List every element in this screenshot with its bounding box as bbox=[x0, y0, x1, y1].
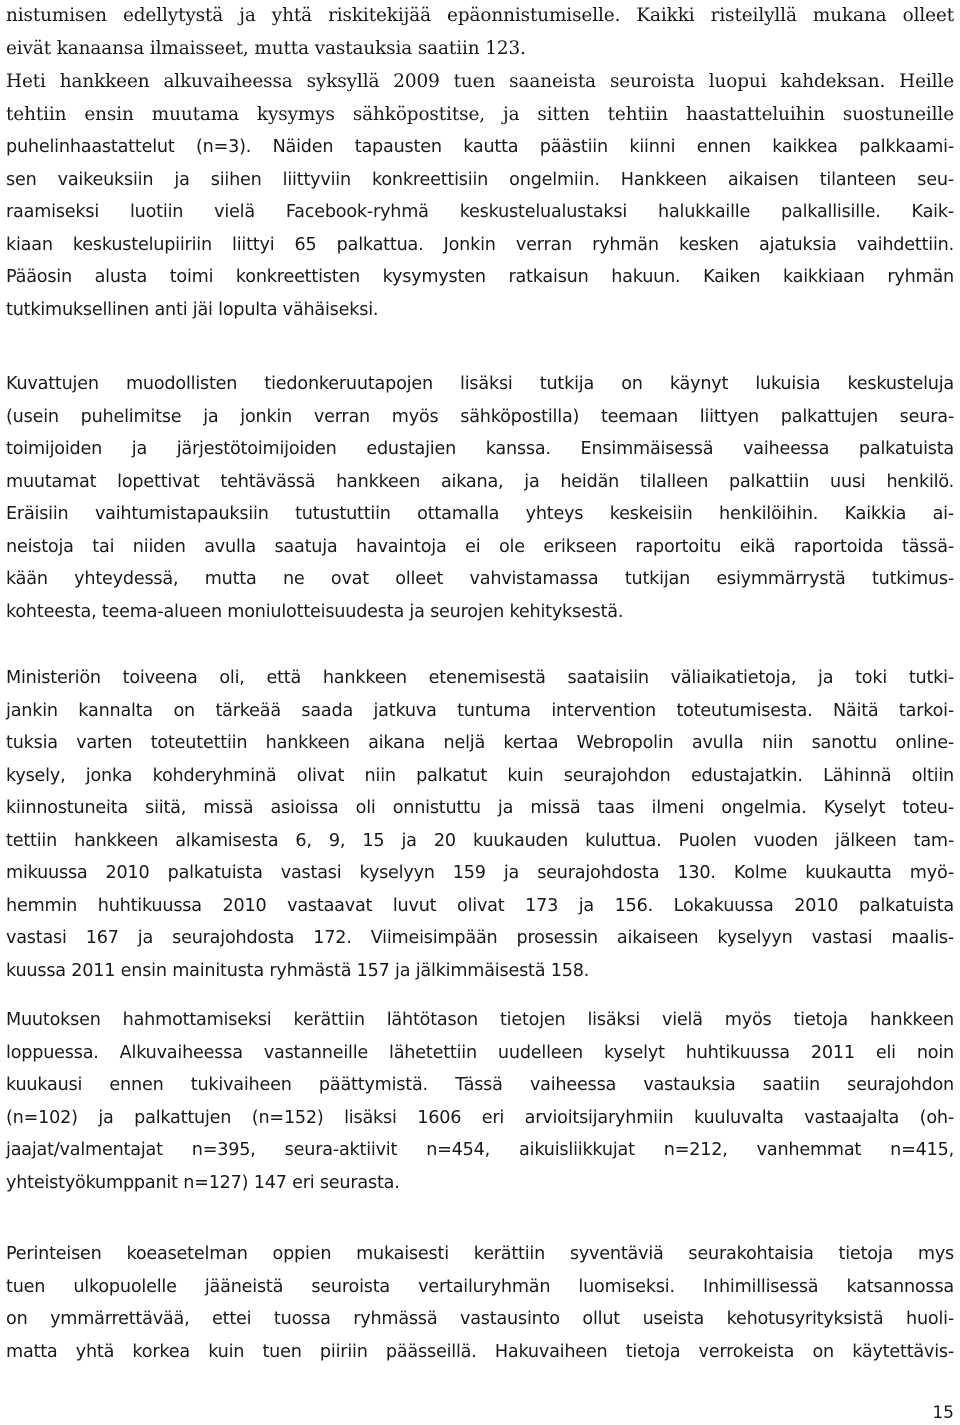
text-line: puhelinhaastattelut (n=3). Näiden tapausten kautta päästiin kiinni ennen kaikkea palkkaami- bbox=[6, 137, 954, 157]
text-line: nistumisen edellytystä ja yhtä riskitekijää epäonnistumiselle. Kaikki risteilyllä mukana olleet bbox=[6, 5, 954, 26]
text-line: jankin kannalta on tärkeää saada jatkuva tuntuma intervention toteutumisesta. Näitä tarkoi- bbox=[6, 700, 954, 721]
text-line: kään yhteydessä, mutta ne ovat olleet vahvistamassa tutkijan esiymmärrystä tutkimus- bbox=[6, 569, 954, 589]
text-line: Muutoksen hahmottamiseksi kerättiin lähtötason tietojen lisäksi vielä myös tietoja hankkeen bbox=[6, 1010, 954, 1030]
text-line: yhteistyökumppanit n=127) 147 eri seurasta. bbox=[6, 1172, 400, 1193]
text-line: matta yhtä korkea kuin tuen piiriin päässeillä. Hakuvaiheen tietoja verrokeista on käytettävis- bbox=[6, 1341, 954, 1362]
text-line: hemmin huhtikuussa 2010 vastaavat luvut olivat 173 ja 156. Lokakuussa 2010 palkatuista bbox=[6, 895, 954, 916]
paragraph bbox=[6, 0, 954, 65]
paragraph bbox=[6, 368, 954, 628]
text-line: mikuussa 2010 palkatuista vastasi kyselyyn 159 ja seurajohdosta 130. Kolme kuukautta myö- bbox=[6, 863, 954, 883]
text-line: tuen ulkopuolelle jääneistä seuroista vertailuryhmän luomiseksi. Inhimillisessä katsannossa bbox=[6, 1276, 954, 1297]
text-line: kiinnostuneita siitä, missä asioissa oli onnistuttu ja missä taas ilmeni ongelmia. Kyselyt toteu- bbox=[6, 798, 954, 818]
text-line: muutamat lopettivat tehtävässä hankkeen aikana, ja heidän tilalleen palkattiin uusi henkilö. bbox=[6, 471, 954, 492]
text-line: kiaan keskustelupiiriin liittyi 65 palkattua. Jonkin verran ryhmän kesken ajatuksia vaihdettiin. bbox=[6, 234, 954, 255]
text-line: Perinteisen koeasetelman oppien mukaisesti kerättiin syventäviä seurakohtaisia tietoja mys bbox=[6, 1244, 954, 1264]
text-line: on ymmärrettävää, ettei tuossa ryhmässä vastausinto ollut useista kehotusyrityksistä huoli- bbox=[6, 1309, 954, 1329]
paragraph bbox=[6, 1238, 954, 1368]
text-line: (n=102) ja palkattujen (n=152) lisäksi 1606 eri arvioitsijaryhmiin kuuluvalta vastaajalta (oh- bbox=[6, 1107, 954, 1128]
text-line: eivät kanaansa ilmaisseet, mutta vastauksia saatiin 123. bbox=[6, 37, 526, 59]
text-line: loppuessa. Alkuvaiheessa vastanneille lähetettiin uudelleen kyselyt huhtikuussa 2011 eli noin bbox=[6, 1042, 954, 1063]
text-line: kohteesta, teema-alueen moniulotteisuudesta ja seurojen kehityksestä. bbox=[6, 601, 624, 622]
text-line: tuksia varten toteutettiin hankkeen aikana neljä kertaa Webropolin avulla niin sanottu online- bbox=[6, 733, 954, 753]
text-line: kysely, jonka kohderyhminä olivat niin palkatut kuin seurajohdon edustajatkin. Lähinnä oltiin bbox=[6, 765, 954, 786]
text-line: tettiin hankkeen alkamisesta 6, 9, 15 ja 20 kuukauden kuluttua. Puolen vuoden jälkeen tam- bbox=[6, 830, 954, 851]
text-line: (usein puhelimitse ja jonkin verran myös sähköpostilla) teemaan liittyen palkattujen seura- bbox=[6, 406, 954, 427]
text-line: toimijoiden ja järjestötoimijoiden edustajien kanssa. Ensimmäisessä vaiheessa palkatuista bbox=[6, 439, 954, 459]
text-line: Eräisiin vaihtumistapauksiin tutustuttiin ottamalla yhteys keskeisiin henkilöihin. Kaikkia ai- bbox=[6, 504, 954, 524]
text-line: kuussa 2011 ensin mainitusta ryhmästä 157 ja jälkimmäisestä 158. bbox=[6, 960, 590, 981]
text-line: raamiseksi luotiin vielä Facebook-ryhmä keskustelualustaksi halukkaille palkallisille. Kaik- bbox=[6, 202, 954, 222]
text-line: tutkimuksellinen anti jäi lopulta vähäiseksi. bbox=[6, 299, 379, 320]
text-line: sen vaikeuksiin ja siihen liittyviin konkreettisiin ongelmiin. Hankkeen aikaisen tilanteen seu- bbox=[6, 169, 954, 190]
text-line: Heti hankkeen alkuvaiheessa syksyllä 2009 tuen saaneista seuroista luopui kahdeksan. Heille bbox=[6, 71, 954, 92]
paragraph bbox=[6, 1004, 954, 1199]
text-line: tehtiin ensin muutama kysymys sähköpostitse, ja sitten tehtiin haastatteluihin suostuneille bbox=[6, 103, 954, 125]
page-number: 15 bbox=[932, 1403, 954, 1423]
text-line: neistoja tai niiden avulla saatuja havaintoja ei ole erikseen raportoitu eikä raportoida tässä- bbox=[6, 536, 954, 557]
text-line: Ministeriön toiveena oli, että hankkeen etenemisestä saataisiin väliaikatietoja, ja toki tutki- bbox=[6, 668, 954, 688]
text-line: Pääosin alusta toimi konkreettisten kysymysten ratkaisun hakuun. Kaiken kaikkiaan ryhmän bbox=[6, 267, 954, 287]
paragraph bbox=[6, 66, 954, 326]
text-line: kuukausi ennen tukivaiheen päättymistä. Tässä vaiheessa vastauksia saatiin seurajohdon bbox=[6, 1075, 954, 1095]
text-line: vastasi 167 ja seurajohdosta 172. Viimeisimpään prosessin aikaiseen kyselyyn vastasi maalis- bbox=[6, 928, 954, 948]
paragraph bbox=[6, 662, 954, 987]
text-line: Kuvattujen muodollisten tiedonkeruutapojen lisäksi tutkija on käynyt lukuisia keskusteluja bbox=[6, 374, 954, 394]
text-line: jaajat/valmentajat n=395, seura-aktiivit n=454, aikuisliikkujat n=212, vanhemmat n=415, bbox=[6, 1140, 954, 1160]
